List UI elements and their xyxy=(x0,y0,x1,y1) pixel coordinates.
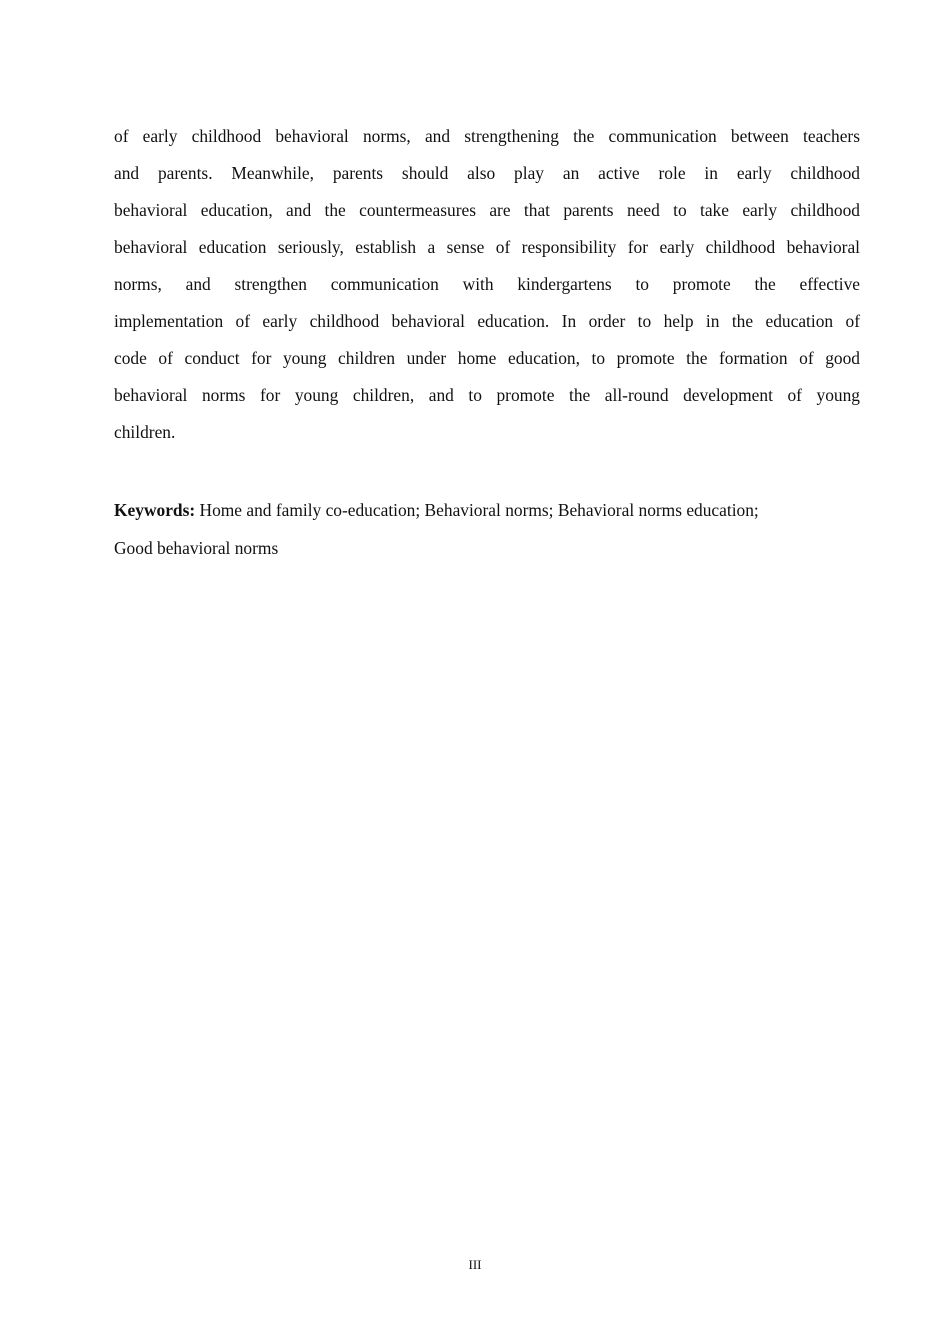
page-number: III xyxy=(468,1257,482,1272)
paragraph-line: behavioral norms for young children, and to promote the all-round development of young xyxy=(114,385,860,405)
abstract-paragraph xyxy=(114,118,860,451)
keywords-section xyxy=(114,491,860,567)
paragraph-line: and parents. Meanwhile, parents should also play an active role in early childhood xyxy=(114,163,860,183)
paragraph-line: implementation of early childhood behavioral education. In order to help in the education of xyxy=(114,311,860,331)
keywords-line: Good behavioral norms xyxy=(114,538,279,558)
paragraph-line: code of conduct for young children under home education, to promote the formation of good xyxy=(114,348,860,368)
keywords-text: Home and family co-education; Behavioral norms; Behavioral norms education; xyxy=(199,500,759,520)
paragraph-line: norms, and strengthen communication with kindergartens to promote the effective xyxy=(114,274,860,294)
paragraph-line: behavioral education, and the countermeasures are that parents need to take early childhood xyxy=(114,200,860,220)
paragraph-line: children. xyxy=(114,422,176,442)
keywords-label: Keywords: xyxy=(114,500,196,520)
keywords-line xyxy=(114,491,860,529)
paragraph-line: of early childhood behavioral norms, and strengthening the communication between teachers xyxy=(114,126,860,146)
paragraph-line: behavioral education seriously, establish a sense of responsibility for early childhood behavioral xyxy=(114,237,860,257)
